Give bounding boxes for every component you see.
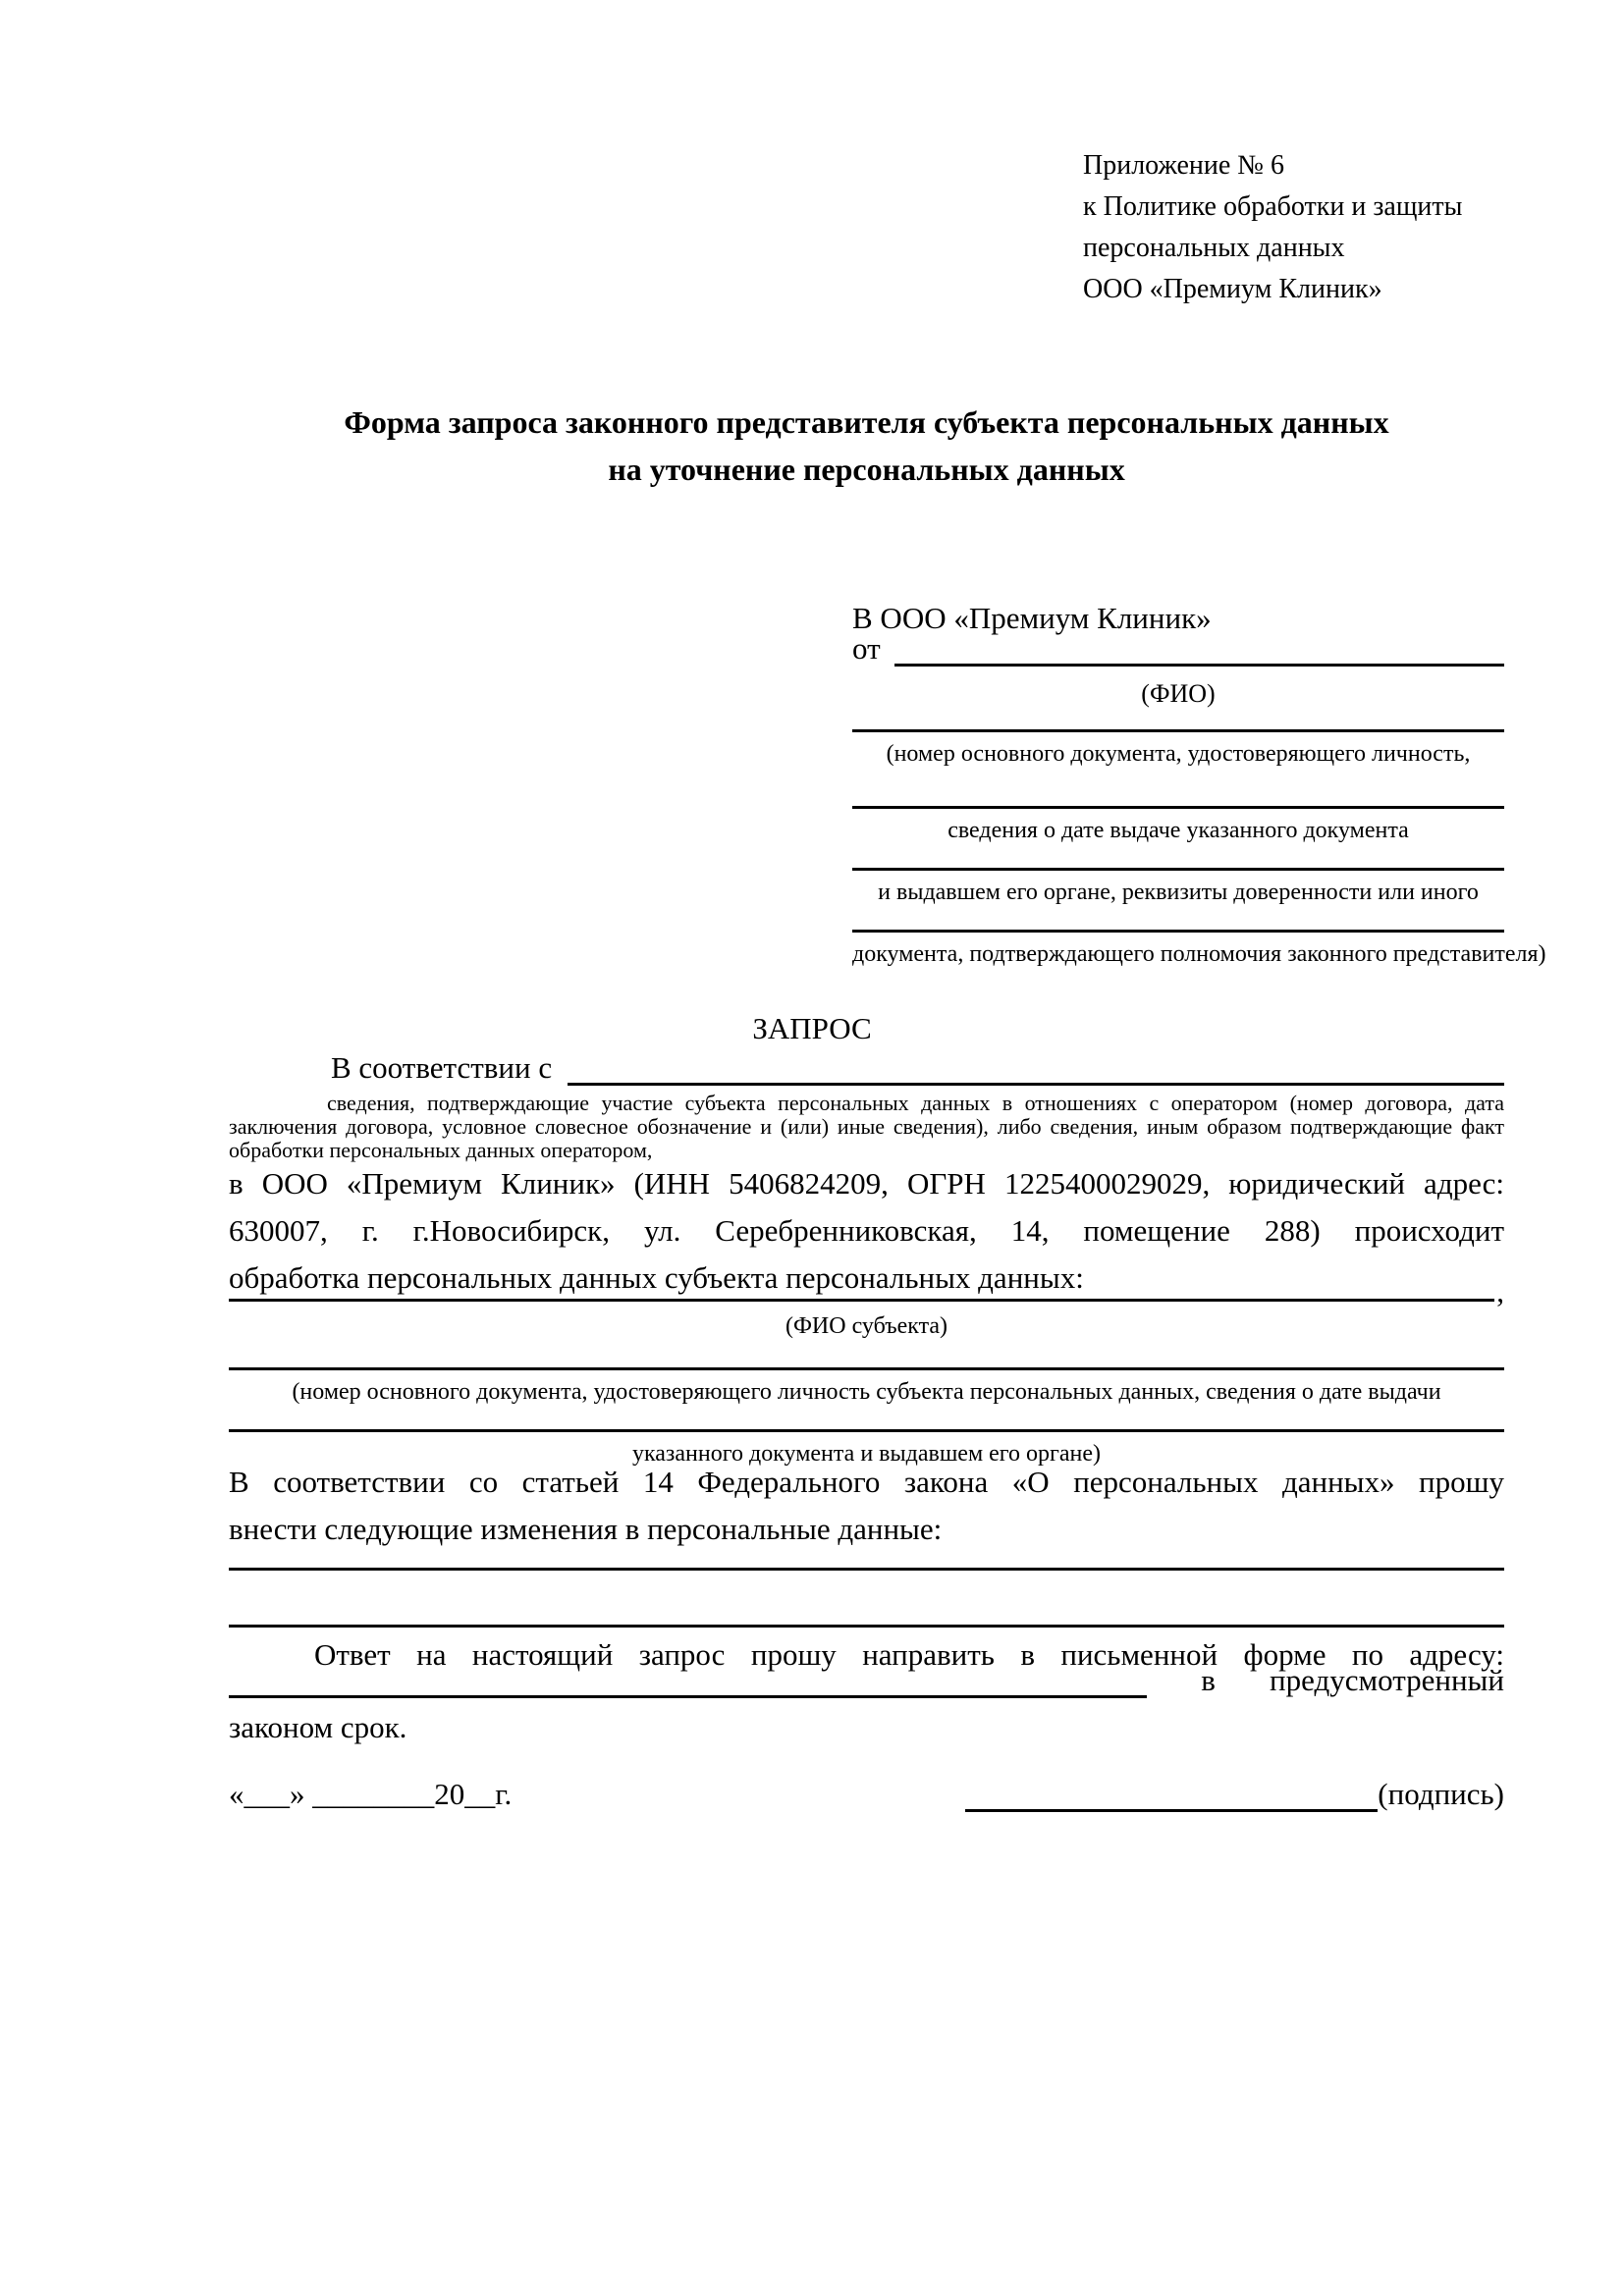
appendix-line: персональных данных [1083, 233, 1345, 263]
caption-signature: (подпись) [1378, 1777, 1504, 1811]
reply-word: предусмотренный [1270, 1663, 1504, 1697]
addressee-organization: В ООО «Премиум Клиник» [852, 601, 1212, 635]
appendix-line: к Политике обработки и защиты [1083, 191, 1463, 222]
blank-field-subject-doc-authority [229, 1429, 1504, 1432]
blank-field-changes-1 [229, 1568, 1504, 1571]
appendix-line: ООО «Премиум Клиник» [1083, 274, 1382, 304]
blank-field-doc-issue-date [852, 806, 1504, 809]
article-paragraph-line: внести следующие изменения в персональные данные: [229, 1512, 943, 1546]
blank-field-changes-2 [229, 1625, 1504, 1628]
caption-fio: (ФИО) [1141, 679, 1216, 708]
footnote-line: заключения договора, условное словесное обозначение и (или) иные сведения), либо сведения, иным образом подтверждающие факт [229, 1114, 1504, 1139]
caption-power-of-attorney: документа, подтверждающего полномочия законного представителя) [852, 941, 1546, 967]
document-title [229, 399, 1504, 493]
appendix-block [1083, 145, 1462, 310]
document-title-line: на уточнение персональных данных [608, 452, 1125, 487]
reply-end: законом срок. [229, 1710, 407, 1744]
reply-sentence: Ответ на настоящий запрос прошу направить в письменной форме по адресу: [314, 1637, 1504, 1672]
appendix-line: Приложение № 6 [1083, 150, 1284, 181]
from-row [852, 631, 1504, 667]
blank-field-reply-address [229, 1695, 1147, 1698]
blank-field-subject-doc [229, 1367, 1504, 1370]
caption-doc-authority: и выдавшем его органе, реквизиты доверенности или иного [878, 880, 1479, 905]
intro-label: В соответствии с [331, 1050, 553, 1085]
operator-paragraph-line: обработка персональных данных субъекта персональных данных: [229, 1260, 1084, 1295]
blank-field-subject-fio [229, 1299, 1494, 1302]
footnote-line: обработки персональных данных оператором, [229, 1138, 653, 1162]
from-label: от [852, 631, 881, 666]
caption-subject-fio: (ФИО субъекта) [785, 1313, 948, 1339]
blank-field-doc-authority [852, 868, 1504, 871]
caption-subject-doc-top: (номер основного документа, удостоверяющего личность субъекта персональных данных, сведения о дате выдачи [292, 1379, 1441, 1405]
caption-subject-doc-bottom: указанного документа и выдавшем его органе) [631, 1441, 1102, 1467]
document-title-line: Форма запроса законного представителя субъекта персональных данных [344, 404, 1389, 440]
date-signature-row [229, 1779, 1504, 1812]
trailing-comma: , [1496, 1274, 1504, 1308]
article-paragraph-line: В соответствии со статьей 14 Федерального закона «О персональных данных» прошу [229, 1465, 1504, 1499]
blank-field-representative-name [894, 664, 1504, 667]
operator-paragraph-line: в ООО «Премиум Клиник» (ИНН 5406824209, ОГРН 1225400029029, юридический адрес: [229, 1166, 1504, 1201]
blank-field-doc-number [852, 729, 1504, 732]
date-line: «___» ________20__г. [229, 1777, 513, 1811]
intro-footnote [229, 1092, 1504, 1162]
footnote-line: сведения, подтверждающие участие субъекта персональных данных в отношениях с оператором (номер договора, дата [327, 1091, 1504, 1115]
request-heading: ЗАПРОС [752, 1011, 872, 1045]
subject-fio-row [229, 1274, 1504, 1308]
signature-group [965, 1777, 1504, 1812]
article-paragraph [229, 1459, 1504, 1553]
operator-paragraph-line: 630007, г. г.Новосибирск, ул. Серебренниковская, 14, помещение 288) происходит [229, 1213, 1504, 1248]
blank-field-power-of-attorney [852, 930, 1504, 933]
intro-row [229, 1050, 1504, 1086]
reply-address-row [229, 1663, 1504, 1698]
reply-word: в [1201, 1663, 1216, 1697]
blank-field-relation-details [568, 1083, 1504, 1086]
addressee-block [852, 601, 1546, 984]
caption-doc-number: (номер основного документа, удостоверяющего личность, [886, 741, 1471, 767]
blank-field-signature [965, 1809, 1378, 1812]
caption-doc-issue-date: сведения о дате выдаче указанного документа [947, 818, 1409, 843]
